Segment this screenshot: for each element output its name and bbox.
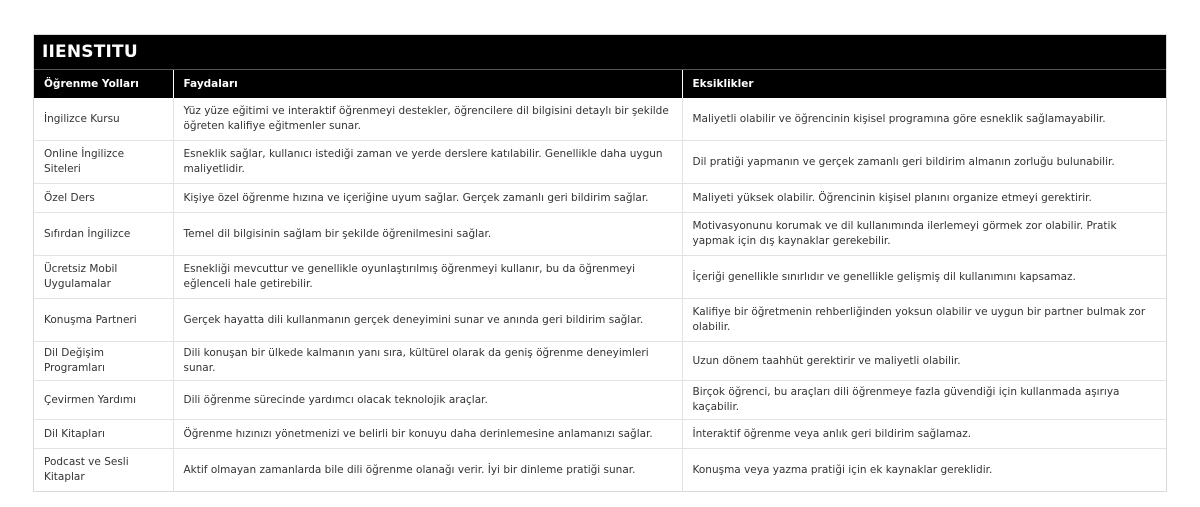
header-benefits: Faydaları [173, 70, 682, 98]
cell-path: Online İngilizce Siteleri [34, 141, 173, 184]
table-header-row [34, 70, 1166, 98]
table-row [34, 420, 1166, 449]
table-row [34, 184, 1166, 213]
cell-benefits: Aktif olmayan zamanlarda bile dili öğrenme olanağı verir. İyi bir dinleme pratiği sunar. [173, 449, 682, 492]
cell-benefits: Yüz yüze eğitimi ve interaktif öğrenmeyi destekler, öğrencilere dil bilgisini detaylı bir şekilde öğreten kalifiye eğitmenler sunar. [173, 98, 682, 141]
table-row [34, 141, 1166, 184]
cell-benefits: Dili öğrenme sürecinde yardımcı olacak teknolojik araçlar. [173, 381, 682, 420]
cell-drawbacks: İnteraktif öğrenme veya anlık geri bildirim sağlamaz. [682, 420, 1166, 449]
table-row [34, 381, 1166, 420]
cell-drawbacks: Konuşma veya yazma pratiği için ek kaynaklar gereklidir. [692, 463, 993, 476]
cell-drawbacks: Dil pratiği yapmanın ve gerçek zamanlı geri bildirim almanın zorluğu bulunabilir. [682, 141, 1166, 184]
cell-drawbacks: Motivasyonunu korumak ve dil kullanımında ilerlemeyi görmek zor olabilir. Pratik yapmak için dış kaynaklar gerekebilir. [682, 213, 1166, 256]
header-drawbacks: Eksiklikler [682, 70, 1166, 98]
comparison-table-card [33, 34, 1167, 492]
cell-benefits: Temel dil bilgisinin sağlam bir şekilde öğrenilmesini sağlar. [173, 213, 682, 256]
learning-paths-table [34, 70, 1166, 491]
cell-benefits: Öğrenme hızınızı yönetmenizi ve belirli bir konuyu daha derinlemesine anlamanızı sağlar. [173, 420, 682, 449]
table-row [34, 98, 1166, 141]
header-learning-paths: Öğrenme Yolları [34, 70, 173, 98]
cell-path: Sıfırdan İngilizce [34, 213, 173, 256]
cell-benefits: Gerçek hayatta dili kullanmanın gerçek deneyimini sunar ve anında geri bildirim sağlar. [173, 299, 682, 342]
brand-logo: IIENSTITU [42, 42, 138, 62]
cell-benefits: Kişiye özel öğrenme hızına ve içeriğine uyum sağlar. Gerçek zamanlı geri bildirim sağlar. [173, 184, 682, 213]
brand-header [34, 35, 1166, 70]
cell-path: İngilizce Kursu [34, 98, 173, 141]
cell-path: Dil Kitapları [34, 420, 173, 449]
table-row [34, 342, 1166, 381]
cell-benefits: Esneklik sağlar, kullanıcı istediği zaman ve yerde derslere katılabilir. Genellikle daha uygun maliyetlidir. [173, 141, 682, 184]
table-row [34, 299, 1166, 342]
cell-path: Ücretsiz Mobil Uygulamalar [34, 256, 173, 299]
cell-drawbacks: Maliyetli olabilir ve öğrencinin kişisel programına göre esneklik sağlamayabilir. [682, 98, 1166, 141]
cell-benefits: Esnekliği mevcuttur ve genellikle oyunlaştırılmış öğrenmeyi kullanır, bu da öğrenmeyi eğlenceli hale getirebilir. [173, 256, 682, 299]
table-row [34, 449, 1166, 492]
cell-path: Dil Değişim Programları [34, 342, 173, 381]
table-row [34, 213, 1166, 256]
cell-path: Podcast ve Sesli Kitaplar [34, 449, 173, 492]
cell-drawbacks: Kalifiye bir öğretmenin rehberliğinden yoksun olabilir ve uygun bir partner bulmak zor olabilir. [682, 299, 1166, 342]
cell-drawbacks: İçeriği genellikle sınırlıdır ve genellikle gelişmiş dil kullanımını kapsamaz. [682, 256, 1166, 299]
table-row [34, 256, 1166, 299]
cell-path: Konuşma Partneri [34, 299, 173, 342]
cell-drawbacks: Maliyeti yüksek olabilir. Öğrencinin kişisel planını organize etmeyi gerektirir. [682, 184, 1166, 213]
cell-path: Çevirmen Yardımı [34, 381, 173, 420]
cell-path: Özel Ders [34, 184, 173, 213]
cell-drawbacks: Birçok öğrenci, bu araçları dili öğrenmeye fazla güvendiği için kullanmada aşırıya kaçabilir. [682, 381, 1166, 420]
cell-drawbacks: Uzun dönem taahhüt gerektirir ve maliyetli olabilir. [682, 342, 1166, 381]
cell-benefits: Dili konuşan bir ülkede kalmanın yanı sıra, kültürel olarak da geniş öğrenme deneyimleri sunar. [173, 342, 682, 381]
